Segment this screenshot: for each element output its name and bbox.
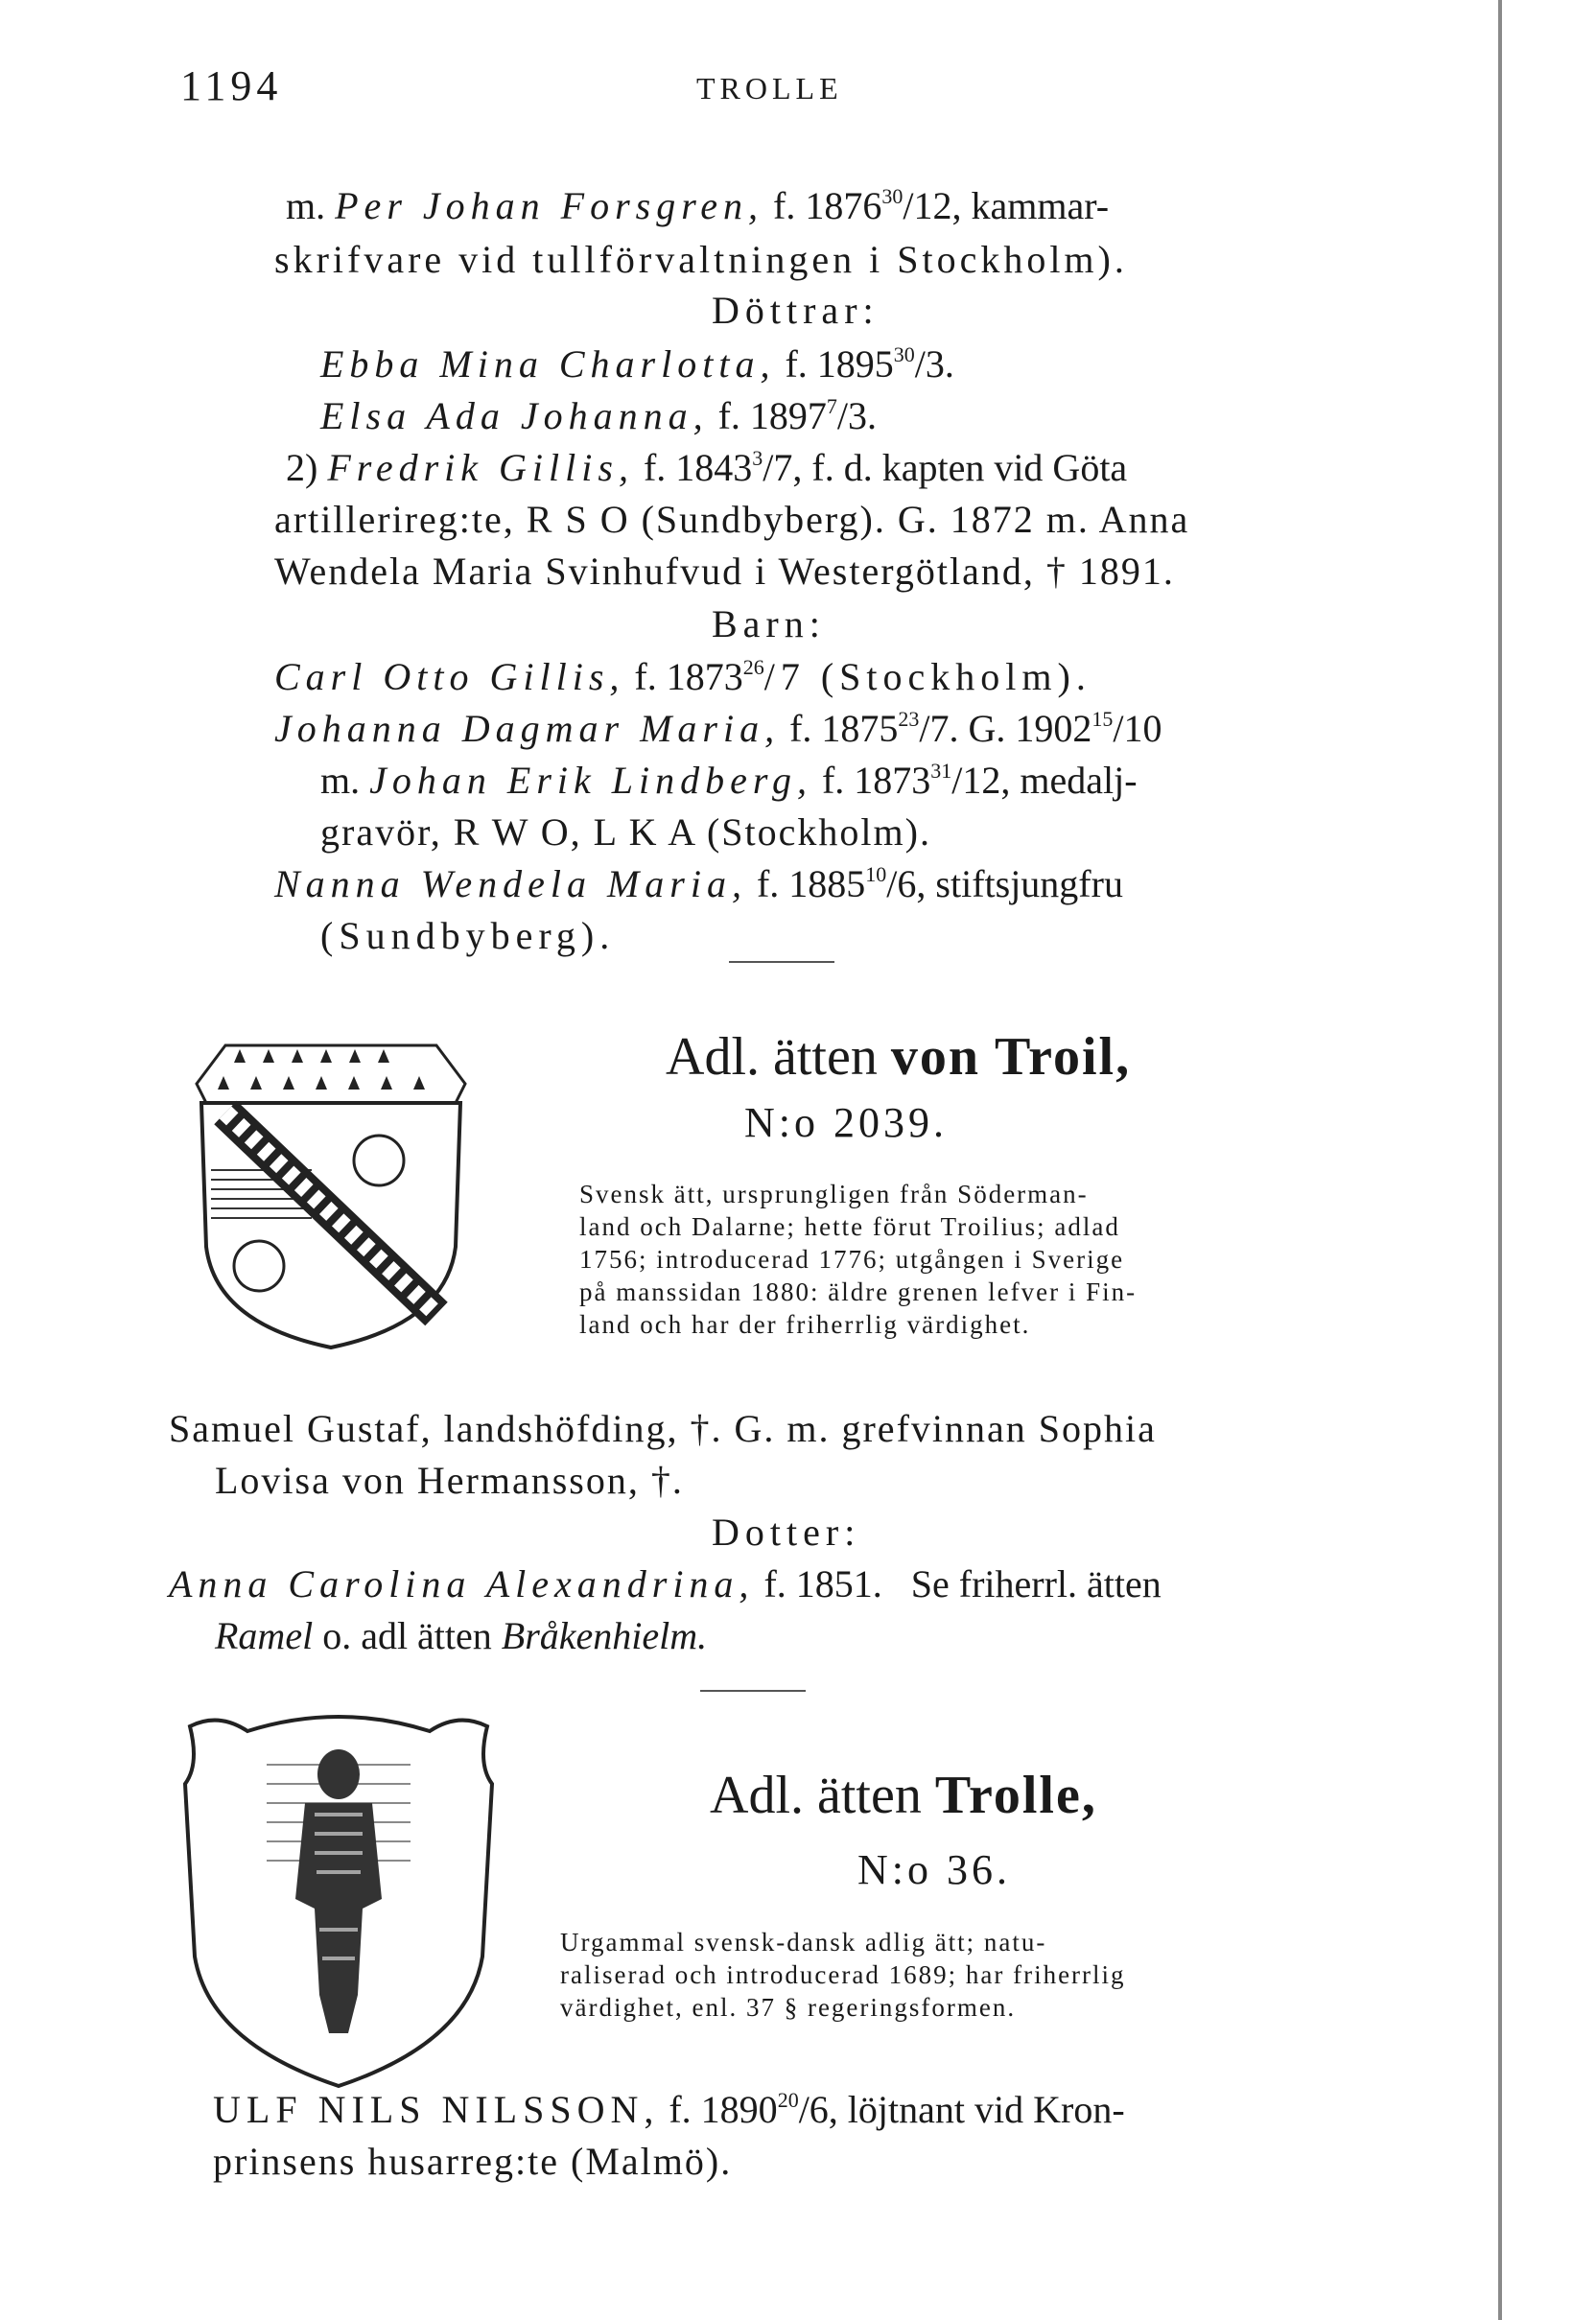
entry-line: Lovisa von Hermansson, †. bbox=[215, 1459, 684, 1502]
running-head: TROLLE bbox=[696, 71, 843, 105]
entry-line: Johanna Dagmar Maria, f. 1875$^{23}$/7. G. 1902$^{15}$/10 bbox=[274, 707, 1162, 750]
entry-line: Wendela Maria Svinhufvud i Westergötland, † 1891. bbox=[274, 550, 1175, 593]
separator-rule bbox=[700, 1690, 806, 1692]
section-heading: Döttrar: bbox=[712, 289, 880, 332]
entry-line: artillerireg:te, R S O (Sundbyberg). G. 1872 m. Anna bbox=[274, 498, 1190, 541]
family-description: Urgammal svensk-dansk adlig ätt; natu- raliserad och introducerad 1689; har friherrlig värdighet, enl. 37 § regeringsformen. bbox=[560, 1928, 1126, 2022]
entry-line: Ramel o. adl ätten Bråkenhielm. bbox=[215, 1614, 708, 1657]
entry-line: ULF NILS NILSSON, f. 1890$^{20}$/6, löjtnant vid Kron- bbox=[213, 2088, 1125, 2131]
entry-line: (Sundbyberg). bbox=[320, 914, 616, 957]
family-number: N:o 2039. bbox=[744, 1099, 948, 1146]
family-heading: Adl. ätten Trolle, bbox=[710, 1766, 1097, 1825]
entry-line: Ebba Mina Charlotta, f. 1895$^{30}$/3. bbox=[320, 342, 954, 386]
entry-line: Anna Carolina Alexandrina, f. 1851. Se friherrl. ätten bbox=[169, 1562, 1162, 1605]
family-description: Svensk ätt, ursprungligen från Söderman- land och Dalarne; hette förut Troilius; adlad 1756; introducerad 1776; utgången i Sverige på manssidan 1880: äldre grenen lefver i Fin- land och har der friherrlig värdighet. bbox=[579, 1180, 1138, 1339]
entry-line: gravör, R W O, L K A (Stockholm). bbox=[320, 810, 931, 854]
family-number: N:o 36. bbox=[857, 1846, 1011, 1893]
page-edge-rule bbox=[1498, 0, 1502, 2320]
entry-line: Nanna Wendela Maria, f. 1885$^{10}$/6, stiftsjungfru bbox=[274, 862, 1123, 905]
trolle-coat-of-arms-icon bbox=[161, 1707, 516, 2100]
entry-line: Samuel Gustaf, landshöfding, †. G. m. grefvinnan Sophia bbox=[169, 1407, 1157, 1450]
entry-line: Carl Otto Gillis, f. 1873$^{26}$/7 (Stockholm). bbox=[274, 655, 1091, 698]
entry-line: skrifvare vid tullförvaltningen i Stockholm). bbox=[274, 238, 1128, 281]
entry-line: m. Johan Erik Lindberg, f. 1873$^{31}$/12, medalj- bbox=[320, 759, 1138, 802]
entry-line: prinsens husarreg:te (Malmö). bbox=[213, 2140, 733, 2183]
troil-coat-of-arms-icon bbox=[168, 1007, 494, 1362]
entry-line: Elsa Ada Johanna, f. 1897$^7$/3. bbox=[320, 394, 878, 437]
entry-line: 2) Fredrik Gillis, f. 1843$^3$/7, f. d. kapten vid Göta bbox=[286, 446, 1128, 489]
section-heading: Barn: bbox=[712, 602, 826, 645]
page-number: 1194 bbox=[180, 62, 283, 109]
section-heading: Dotter: bbox=[712, 1511, 861, 1554]
entry-line: m. Per Johan Forsgren, f. 1876$^{30}$/12, kammar- bbox=[286, 184, 1110, 227]
family-heading: Adl. ätten von Troil, bbox=[666, 1027, 1132, 1087]
separator-rule bbox=[729, 961, 834, 963]
